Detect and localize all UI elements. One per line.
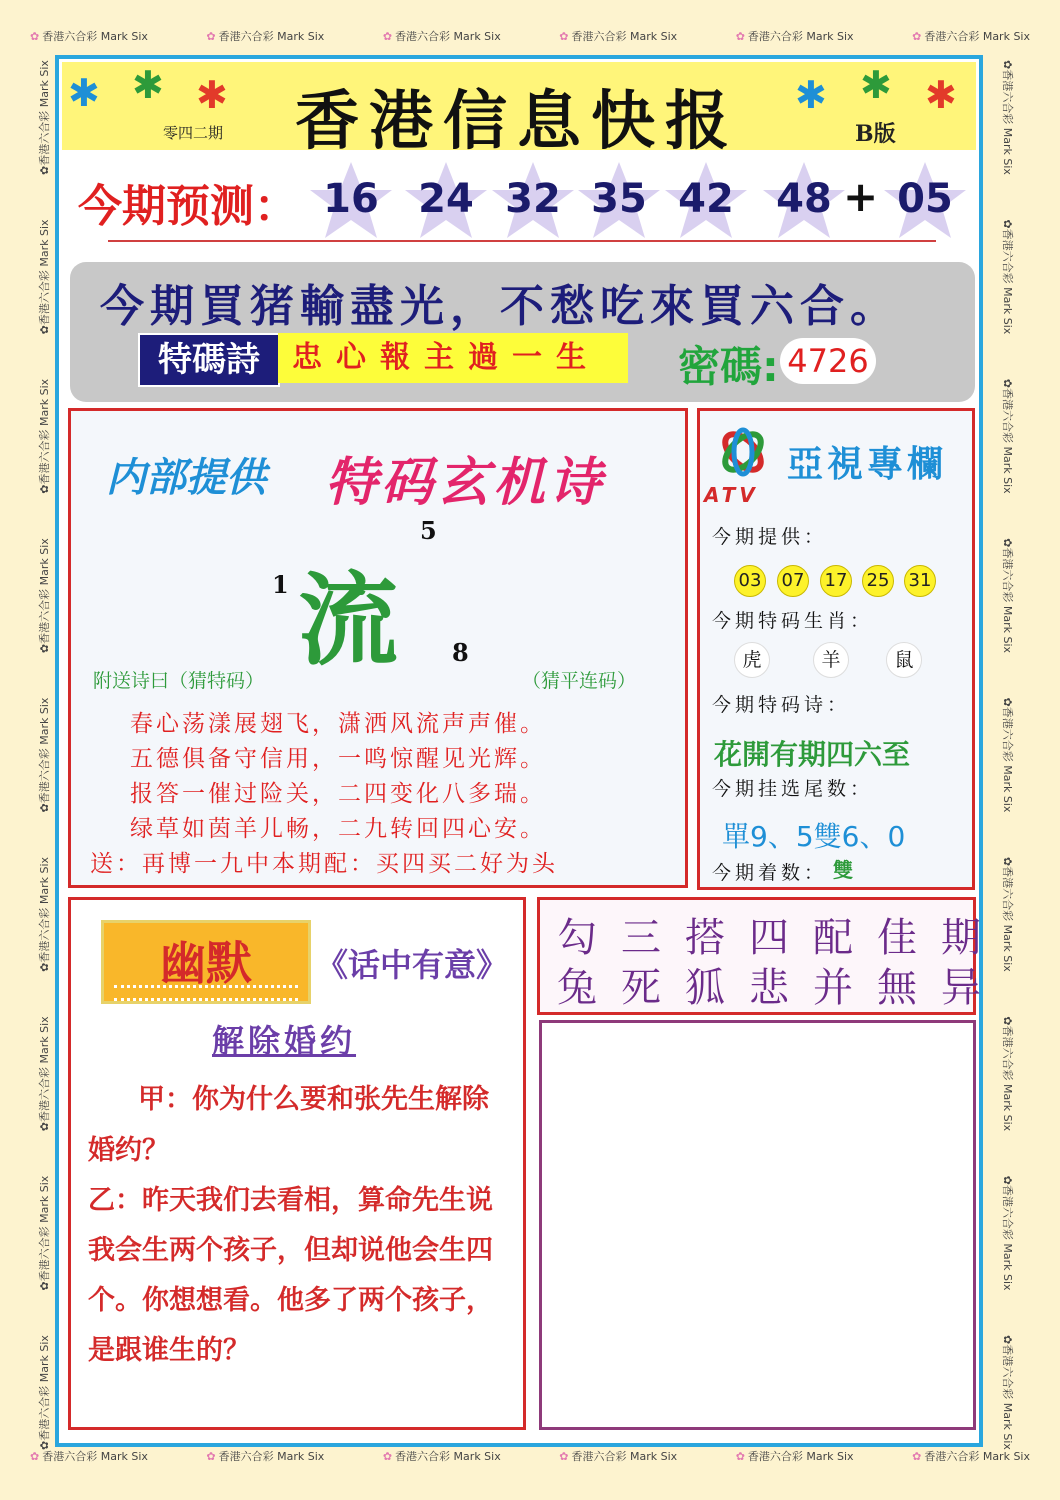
watermark-top-row: ✿ 香港六合彩 Mark Six ✿ 香港六合彩 Mark Six ✿ 香港六合彩 Mark Six ✿ 香港六合彩 Mark Six ✿ 香港六合彩 Mark Six ✿ 香港六合彩 Mark Six: [30, 30, 1030, 43]
watermark-text: 香港六合彩 Mark Six: [38, 697, 51, 804]
secret-code-label: 密碼:: [678, 342, 779, 391]
prediction-number: 35: [574, 160, 664, 242]
secret-code-value: 4726: [780, 338, 876, 384]
number-ball: 17: [820, 565, 852, 597]
atv-tail-label: 今期挂选尾数：: [712, 778, 874, 800]
watermark-text: 香港六合彩 Mark Six: [395, 1450, 501, 1463]
humor-line: 乙：昨天我们去看相，算命先生说: [88, 1185, 493, 1216]
watermark-text: 香港六合彩 Mark Six: [747, 1450, 854, 1463]
watermark-text: 香港六合彩 Mark Six: [38, 60, 51, 166]
zodiac-badge: 虎: [734, 642, 770, 678]
watermark-text: 香港六合彩 Mark Six: [38, 219, 51, 326]
watermark-text: 香港六合彩 Mark Six: [1001, 228, 1014, 335]
prediction-number: 42: [661, 160, 751, 242]
humor-line: 婚约？: [88, 1135, 169, 1166]
watermark-text: 香港六合彩 Mark Six: [38, 1175, 51, 1282]
watermark-text: 香港六合彩 Mark Six: [1001, 387, 1014, 494]
number-ball: 25: [862, 565, 894, 597]
atv-poem: 花開有期四六至: [714, 738, 911, 771]
newspaper-title: 香港信息快报: [295, 84, 739, 159]
atv-provide-label: 今期提供：: [712, 526, 828, 548]
flower-icon: ✱: [925, 73, 957, 117]
riddle-character: 流: [298, 562, 398, 679]
watermark-text: 香港六合彩 Mark Six: [218, 1450, 325, 1463]
riddle-digit: 8: [452, 638, 469, 667]
atv-tail-value: 單9、5雙6、0: [722, 820, 906, 853]
number-ball: 07: [777, 565, 809, 597]
poem-line: 春心荡漾展翅飞，潇洒风流声声催。: [130, 711, 546, 737]
atv-zodiac-label: 今期特码生肖：: [712, 610, 874, 632]
poem-title: 特码玄机诗: [325, 453, 606, 513]
riddle-digit: 1: [272, 570, 289, 599]
watermark-text: 香港六合彩 Mark Six: [1001, 706, 1014, 813]
poem-line: 五德俱备守信用，一鸣惊醒见光辉。: [130, 746, 546, 772]
plus-sign: +: [843, 172, 879, 221]
watermark-text: 香港六合彩 Mark Six: [395, 30, 501, 43]
poem-subtitle-left: 附送诗曰（猜特码）: [93, 670, 265, 692]
atv-logo-text: ATV: [704, 483, 759, 507]
watermark-text: 香港六合彩 Mark Six: [38, 538, 51, 644]
poem-line: 绿草如茵羊儿畅，二九转回四心安。: [130, 816, 546, 842]
idiom-line: 兔死狐悲并無异: [557, 965, 1005, 1011]
special-poem-text: 忠心報主過一生: [278, 333, 628, 383]
watermark-text: 香港六合彩 Mark Six: [38, 378, 51, 485]
prediction-label: 今期预测：: [78, 181, 298, 232]
special-number: 05: [880, 160, 970, 242]
zodiac-badge: 羊: [813, 642, 849, 678]
number-ball: 03: [734, 565, 766, 597]
special-poem-label: 特碼詩: [138, 333, 280, 387]
watermark-text: 香港六合彩 Mark Six: [747, 30, 854, 43]
flower-icon: ✱: [795, 73, 827, 117]
internal-label: 内部提供: [106, 455, 266, 501]
watermark-text: 香港六合彩 Mark Six: [571, 1450, 678, 1463]
humor-line: 甲：你为什么要和张先生解除: [138, 1084, 489, 1115]
watermark-right-column: ✿香港六合彩 Mark Six ✿香港六合彩 Mark Six ✿香港六合彩 Mark Six ✿香港六合彩 Mark Six ✿香港六合彩 Mark Six ✿香港六合彩 Mark Six ✿香港六合彩 Mark Six ✿香港六合彩 Mark Six ✿香港六合彩 Mark Six: [1001, 60, 1014, 1450]
watermark-text: 香港六合彩 Mark Six: [924, 30, 1030, 43]
atv-focus-value: 雙: [833, 858, 853, 882]
watermark-text: 香港六合彩 Mark Six: [38, 1335, 51, 1441]
issue-number: 零四二期: [163, 124, 224, 142]
atv-logo-icon: [712, 424, 774, 480]
humor-line: 是跟谁生的？: [88, 1335, 250, 1366]
divider: [108, 240, 936, 242]
prediction-number: 32: [488, 160, 578, 242]
flower-icon: ✱: [68, 71, 100, 115]
prediction-number: 24: [401, 160, 491, 242]
watermark-text: 香港六合彩 Mark Six: [924, 1450, 1030, 1463]
watermark-text: 香港六合彩 Mark Six: [1001, 547, 1014, 654]
prediction-number: 48: [759, 160, 849, 242]
watermark-bottom-row: ✿ 香港六合彩 Mark Six ✿ 香港六合彩 Mark Six ✿ 香港六合彩 Mark Six ✿ 香港六合彩 Mark Six ✿ 香港六合彩 Mark Six ✿ 香港六合彩 Mark Six: [30, 1450, 1030, 1463]
humor-line: 我会生两个孩子，但却说他会生四: [88, 1235, 493, 1266]
idiom-line: 勾三搭四配佳期: [557, 915, 1005, 961]
poem-line: 报答一催过险关，二四变化八多瑞。: [130, 781, 546, 807]
number-ball: 31: [904, 565, 936, 597]
watermark-left-column: ✿香港六合彩 Mark Six ✿香港六合彩 Mark Six ✿香港六合彩 Mark Six ✿香港六合彩 Mark Six ✿香港六合彩 Mark Six ✿香港六合彩 Mark Six ✿香港六合彩 Mark Six ✿香港六合彩 Mark Six ✿香港六合彩 Mark Six: [38, 60, 51, 1450]
watermark-text: 香港六合彩 Mark Six: [42, 1450, 148, 1463]
humor-subtitle: 《话中有意》: [316, 946, 509, 984]
flower-icon: ✱: [860, 63, 892, 107]
flower-icon: ✱: [132, 63, 164, 107]
atv-poem-label: 今期特码诗：: [712, 694, 851, 716]
poem-send-line: 送：再博一九中本期配：买四买二好为头: [90, 851, 558, 877]
watermark-text: 香港六合彩 Mark Six: [1001, 1184, 1014, 1291]
watermark-text: 香港六合彩 Mark Six: [1001, 866, 1014, 972]
poem-subtitle-right: （猜平连码）: [522, 670, 637, 692]
watermark-text: 香港六合彩 Mark Six: [1001, 69, 1014, 175]
flower-icon: ✱: [196, 73, 228, 117]
watermark-text: 香港六合彩 Mark Six: [1001, 1344, 1014, 1450]
atv-focus-label: 今期着数：: [712, 862, 828, 884]
zodiac-badge: 鼠: [886, 642, 922, 678]
prediction-number: 16: [306, 160, 396, 242]
humor-line: 个。你想想看。他多了两个孩子，: [88, 1285, 493, 1316]
watermark-text: 香港六合彩 Mark Six: [38, 1016, 51, 1123]
edition-label: B版: [855, 121, 896, 147]
humor-title: 解除婚约: [212, 1022, 357, 1060]
atv-title: 亞視專欄: [787, 443, 948, 485]
empty-panel: [539, 1020, 976, 1430]
watermark-text: 香港六合彩 Mark Six: [42, 30, 148, 43]
humor-badge-text: 幽默: [160, 936, 252, 990]
watermark-text: 香港六合彩 Mark Six: [1001, 1025, 1014, 1132]
wave-decoration: [114, 985, 298, 1001]
humor-badge: [101, 920, 311, 1004]
watermark-text: 香港六合彩 Mark Six: [218, 30, 325, 43]
slogan-text: 今期買猪輸盡光，不愁吃來買六合。: [100, 281, 900, 332]
riddle-digit: 5: [420, 516, 437, 545]
watermark-text: 香港六合彩 Mark Six: [38, 856, 51, 963]
watermark-text: 香港六合彩 Mark Six: [571, 30, 678, 43]
